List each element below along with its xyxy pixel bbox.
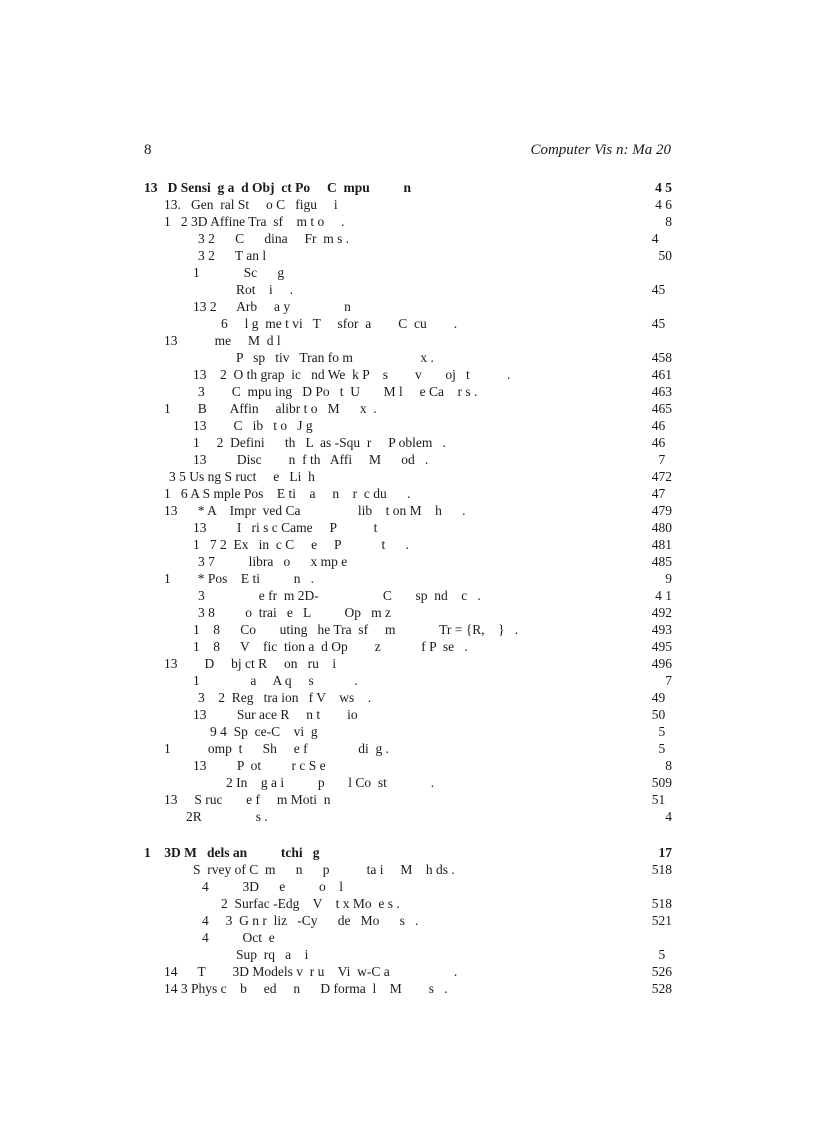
toc-page-number: 518 (651, 862, 672, 877)
toc-entry-title: 3 2 Reg tra ion f V ws . (198, 690, 372, 705)
toc-page-number: 521 (651, 913, 672, 928)
toc-page-number: 528 (651, 981, 672, 996)
toc-entry-title: S rvey of C m n p ta i M h ds . (193, 862, 455, 877)
toc-entry-title: 3 8 o trai e L Op m z (198, 605, 391, 620)
toc-page-number: 50 (651, 707, 672, 722)
toc-page-number: 47 (651, 486, 672, 501)
toc-page-number: 4 (665, 809, 672, 824)
toc-page-number: 8 (665, 214, 672, 229)
toc-entry-title: 13 S ruc e f m Moti n (164, 792, 331, 807)
toc-entry-title: 13 D bj ct R on ru i (164, 656, 337, 671)
toc-page-number: 5 (658, 724, 672, 739)
toc-entry-title: 1 a A q s . (193, 673, 358, 688)
toc-chapter-title: 13 D Sensi g a d Obj ct Po C mpu n (144, 180, 412, 195)
toc-page-number: 496 (651, 656, 672, 671)
toc-page-number: 5 (658, 741, 672, 756)
toc-entry-title: Sup rq a i (236, 947, 309, 962)
toc-entry-title: 1 8 V fic tion a d Op z f P se . (193, 639, 468, 654)
toc-entry-title: 3 e fr m 2D- C sp nd c . (198, 588, 481, 603)
toc-entry-title: 3 5 Us ng S ruct e Li h (169, 469, 315, 484)
toc-entry-title: 1 B Affin alibr t o M x . (164, 401, 377, 416)
toc-page-number: 45 (651, 316, 672, 331)
toc-entry-title: 3 2 T an l (198, 248, 267, 263)
toc-entry-title: 13 Sur ace R n t io (193, 707, 358, 722)
toc-entry-title: 6 l g me t vi T sfor a C cu . (221, 316, 458, 331)
toc-entry-title: 2 Surfac -Edg V t x Mo e s . (221, 896, 400, 911)
toc-entry-title: 3 C mpu ing D Po t U M l e Ca r s . (198, 384, 478, 399)
toc-page-number: 4 5 (655, 180, 672, 195)
toc-entry-title: 13. Gen ral St o C figu i (164, 197, 338, 212)
toc-page-number: 49 (651, 690, 672, 705)
toc-page-number: 4 1 (655, 588, 672, 603)
toc-entry-title: 2 In g a i p l Co st . (226, 775, 435, 790)
toc-page-number: 463 (651, 384, 672, 399)
toc-page-number: 518 (651, 896, 672, 911)
toc-page-number: 17 (658, 845, 672, 860)
toc-entry-title: 1 Sc g (193, 265, 285, 280)
toc-entry-title: 1 * Pos E ti n . (164, 571, 315, 586)
toc-entry-title: 13 Disc n f th Affi M od . (193, 452, 429, 467)
toc-page-number: 461 (651, 367, 672, 382)
toc-page-number: 46 (651, 418, 672, 433)
toc-page-number: 4 (651, 231, 672, 246)
toc-entry-title: 1 6 A S mple Pos E ti a n r c du . (164, 486, 411, 501)
toc-entry-title: 4 3D e o l (202, 879, 343, 894)
toc-entry-title: 3 7 libra o x mp e (198, 554, 348, 569)
toc-entry-title: P sp tiv Tran fo m x . (236, 350, 434, 365)
toc-page-number: 7 (658, 452, 672, 467)
toc-entry-title: 4 Oct e (202, 930, 275, 945)
toc-page-number: 509 (651, 775, 672, 790)
toc-entry-title: 1 8 Co uting he Tra sf m Tr = {R, } . (193, 622, 519, 637)
running-title: Computer Vis n: Ma 20 (530, 142, 671, 158)
toc-page-number: 480 (651, 520, 672, 535)
toc-entry-title: 9 4 Sp ce-C vi g (210, 724, 318, 739)
toc-page-number: 7 (665, 673, 672, 688)
toc-page-number: 493 (651, 622, 672, 637)
toc-page-number: 465 (651, 401, 672, 416)
toc-entry-title: 13 2 O th grap ic nd We k P s v oj t . (193, 367, 511, 382)
toc-entry-title: 3 2 C dina Fr m s . (198, 231, 350, 246)
toc-entry-title: 4 3 G n r liz -Cy de Mo s . (202, 913, 419, 928)
toc-entry-title: 13 I ri s c Came P t (193, 520, 378, 535)
toc-page-number: 8 (665, 758, 672, 773)
toc-page-number: 481 (651, 537, 672, 552)
toc-page-number: 50 (658, 248, 672, 263)
toc-entry-title: 13 2 Arb a y n (193, 299, 351, 314)
toc-page-number: 5 (658, 947, 672, 962)
toc-page-number: 45 (651, 282, 672, 297)
toc-page-number: 4 6 (655, 197, 672, 212)
toc-entry-title: 14 T 3D Models v r u Vi w-C a . (164, 964, 458, 979)
toc-chapter-title: 1 3D M dels an tchi g (144, 845, 320, 860)
toc-entry-title: 13 P ot r c S e (193, 758, 326, 773)
toc-page-number: 458 (651, 350, 672, 365)
toc-entry-title: 1 2 Defini th L as -Squ r P oblem . (193, 435, 446, 450)
toc-page-number: 51 (651, 792, 672, 807)
toc-page-number: 526 (651, 964, 672, 979)
toc-entry-title: 1 7 2 Ex in c C e P t . (193, 537, 409, 552)
toc-page-number: 485 (651, 554, 672, 569)
toc-page-number: 479 (651, 503, 672, 518)
toc-page-number: 495 (651, 639, 672, 654)
toc-entry-title: 1 omp t Sh e f di g . (164, 741, 389, 756)
toc-page-number: 46 (651, 435, 672, 450)
toc-entry-title: 13 C ib t o J g (193, 418, 313, 433)
toc-entry-title: 2R s . (186, 809, 268, 824)
toc-page-number: 9 (665, 571, 672, 586)
toc-entry-title: 13 * A Impr ved Ca lib t on M h . (164, 503, 466, 518)
toc-entry-title: Rot i . (236, 282, 294, 297)
page-number: 8 (144, 142, 152, 158)
toc-page-number: 492 (651, 605, 672, 620)
toc-entry-title: 14 3 Phys c b ed n D forma l M s . (164, 981, 448, 996)
toc-entry-title: 13 me M d l (164, 333, 281, 348)
toc-page-number: 472 (651, 469, 672, 484)
toc-entry-title: 1 2 3D Affine Tra sf m t o . (164, 214, 345, 229)
